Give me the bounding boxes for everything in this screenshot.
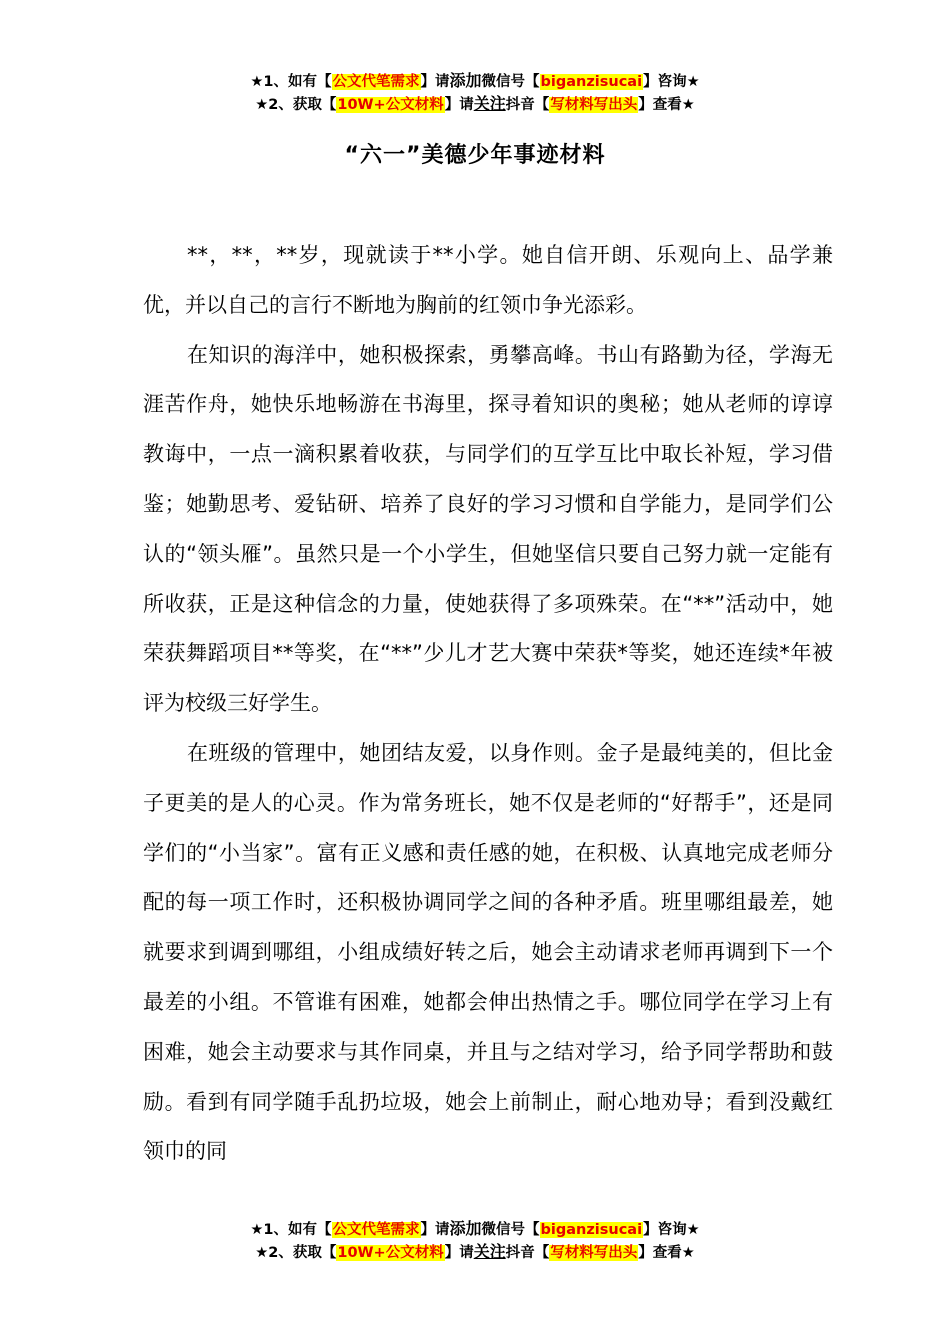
banner-text: ★1、如有【 xyxy=(250,1222,332,1238)
highlight-wechat-id: biganzisucai xyxy=(540,1222,643,1238)
document-body xyxy=(143,231,833,1177)
banner-emphasis: 添加 xyxy=(449,1219,482,1238)
header-banner xyxy=(0,70,950,116)
banner-text: 】咨询★ xyxy=(643,1222,700,1238)
banner-text: 】请 xyxy=(420,1222,450,1238)
highlight-service: 公文代笔需求 xyxy=(332,74,420,90)
paragraph: 在知识的海洋中，她积极探索，勇攀高峰。书山有路勤为径，学海无涯苦作舟，她快乐地畅游在书海里，探寻着知识的奥秘；她从老师的谆谆教诲中，一点一滴积累着收获，与同学们的互学互比中取长补短，学习借鉴；她勤思考、爱钻研、培养了良好的学习习惯和自学能力，是同学们公认的“领头雁”。虽然只是一个小学生，但她坚信只要自己努力就一定能有所收获，正是这种信念的力量，使她获得了多项殊荣。在“**”活动中，她荣获舞蹈项目**等奖，在“**”少儿才艺大赛中荣获*等奖，她还连续*年被评为校级三好学生。 xyxy=(143,342,833,716)
banner-emphasis: 关注 xyxy=(473,1242,506,1261)
highlight-materials: 10W+公文材料 xyxy=(337,1245,444,1261)
banner-text: 】查看★ xyxy=(638,97,695,113)
footer-banner xyxy=(0,1218,950,1264)
banner-text: 】咨询★ xyxy=(643,74,700,90)
highlight-service: 公文代笔需求 xyxy=(332,1222,420,1238)
banner-line-1 xyxy=(0,70,950,93)
highlight-wechat-id: biganzisucai xyxy=(540,74,643,90)
banner-text: ★1、如有【 xyxy=(250,74,332,90)
highlight-douyin-account: 写材料写出头 xyxy=(550,1245,638,1261)
banner-line-2 xyxy=(0,93,950,116)
banner-text: 抖音【 xyxy=(505,97,550,113)
banner-text: 】请 xyxy=(444,1245,474,1261)
document-title: “六一”美德少年事迹材料 xyxy=(344,143,606,168)
banner-emphasis: 添加 xyxy=(449,71,482,90)
banner-text: ★2、获取【 xyxy=(255,1245,337,1261)
banner-line-1 xyxy=(0,1218,950,1241)
banner-text: 抖音【 xyxy=(505,1245,550,1261)
banner-text: 】请 xyxy=(420,74,450,90)
paragraph: **，**，**岁，现就读于**小学。她自信开朗、乐观向上、品学兼优，并以自己的言行不断地为胸前的红领巾争光添彩。 xyxy=(143,243,833,317)
banner-line-2 xyxy=(0,1241,950,1264)
banner-text: 微信号【 xyxy=(481,1222,540,1238)
banner-emphasis: 关注 xyxy=(473,94,506,113)
banner-text: 】查看★ xyxy=(638,1245,695,1261)
banner-text: 微信号【 xyxy=(481,74,540,90)
banner-text: ★2、获取【 xyxy=(255,97,337,113)
highlight-douyin-account: 写材料写出头 xyxy=(550,97,638,113)
highlight-materials: 10W+公文材料 xyxy=(337,97,444,113)
banner-text: 】请 xyxy=(444,97,474,113)
paragraph: 在班级的管理中，她团结友爱，以身作则。金子是最纯美的，但比金子更美的是人的心灵。作为常务班长，她不仅是老师的“好帮手”，还是同学们的“小当家”。富有正义感和责任感的她，在积极、认真地完成老师分配的每一项工作时，还积极协调同学之间的各种矛盾。班里哪组最差，她就要求到调到哪组，小组成绩好转之后，她会主动请求老师再调到下一个最差的小组。不管谁有困难，她都会伸出热情之手。哪位同学在学习上有困难，她会主动要求与其作同桌，并且与之结对学习，给予同学帮助和鼓励。看到有同学随手乱扔垃圾，她会上前制止，耐心地劝导；看到没戴红领巾的同 xyxy=(143,740,833,1164)
